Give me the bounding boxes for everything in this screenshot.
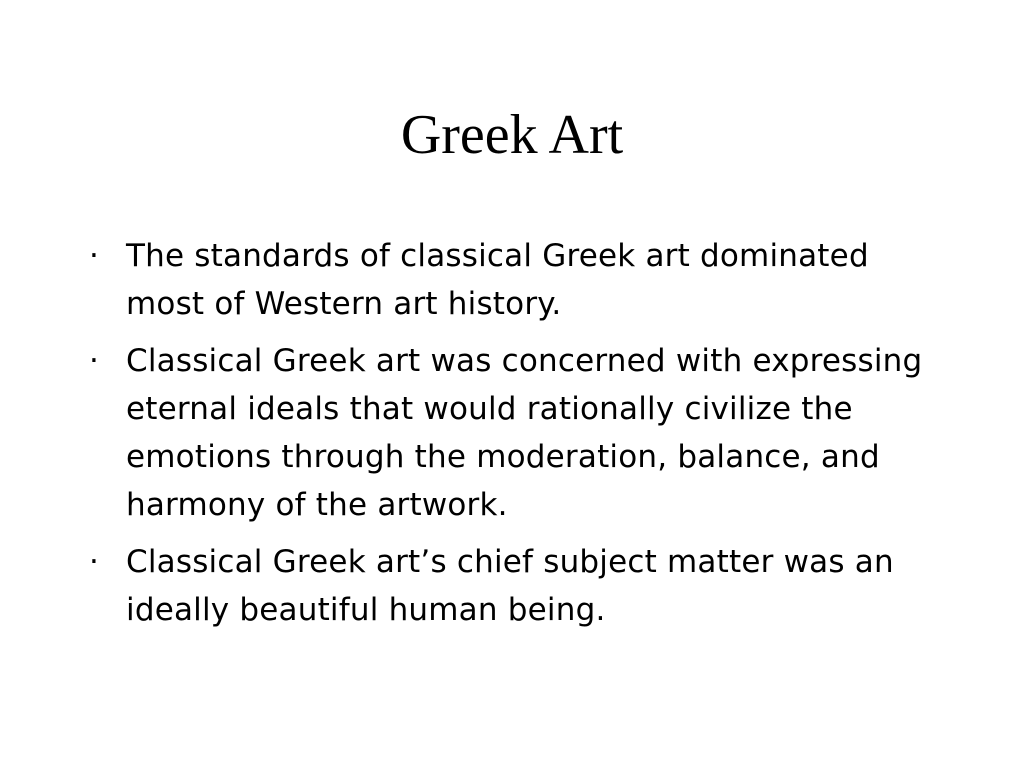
bullet-item [84,337,924,529]
slide-title: Greek Art [400,104,624,166]
bullet-text: Classical Greek art was concerned with expressing eternal ideals that would rationally civilize the emotions through the moderation, balance, and harmony of the artwork. [126,343,923,523]
bullet-text: The standards of classical Greek art dominated most of Western art history. [126,238,869,322]
bullet-text: Classical Greek art’s chief subject matter was an ideally beautiful human being. [126,544,894,628]
bullet-item [84,232,924,328]
bullet-marker: · [88,544,100,580]
bullet-marker: · [88,238,100,274]
bullet-item [84,538,924,634]
bullet-list [84,232,924,643]
bullet-marker: · [88,343,100,379]
